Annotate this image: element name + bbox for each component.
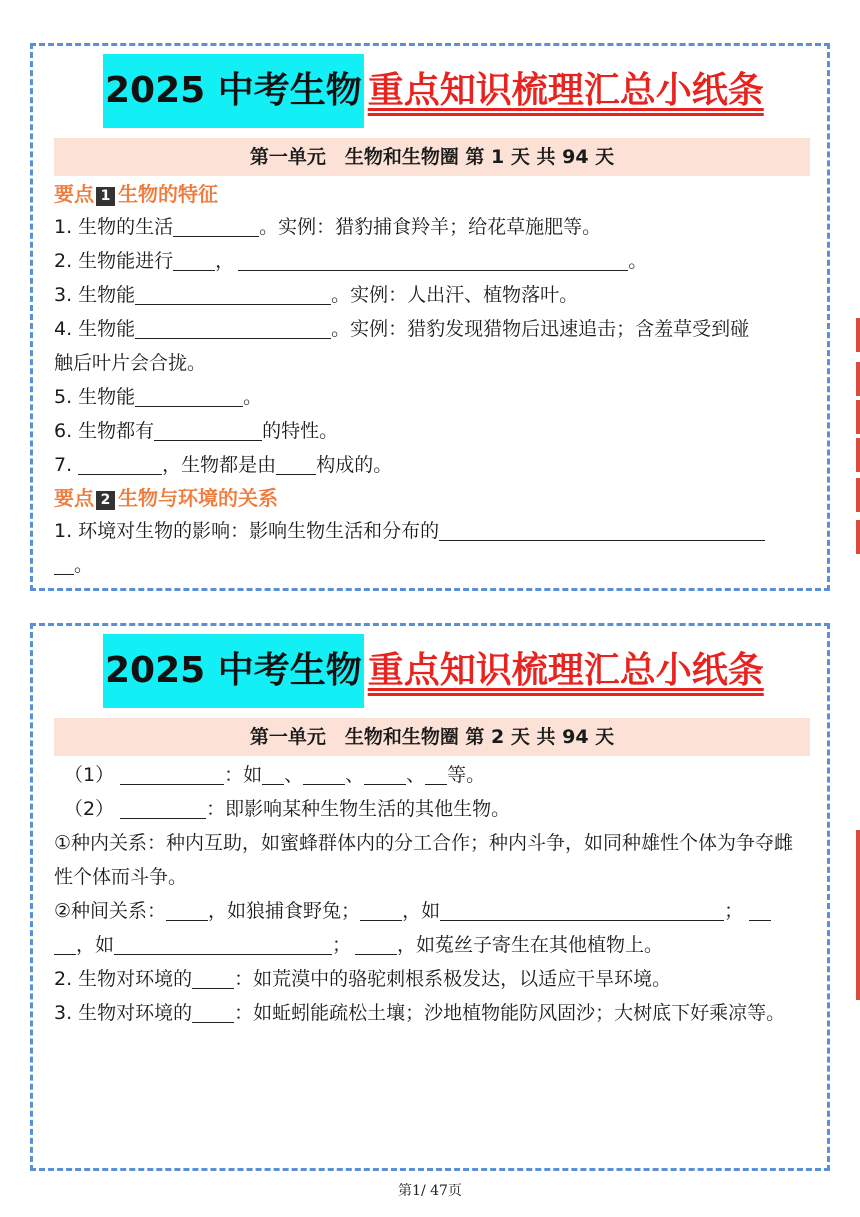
item-text: ； — [332, 934, 352, 956]
fill-blank — [192, 1000, 234, 1023]
item-text: 。实例：人出汗、植物落叶。 — [331, 284, 579, 306]
item-7 — [54, 448, 812, 482]
item-text: （2） — [64, 798, 115, 820]
item-text: （1） — [64, 764, 115, 786]
card-1-content — [54, 178, 812, 582]
item-text: 的特性。 — [262, 420, 339, 442]
item-text: 。实例：猎豹发现猎物后迅速追击；含羞草受到碰 — [331, 318, 750, 340]
keypoint-1-heading — [54, 178, 812, 210]
fill-blank — [439, 518, 765, 541]
fill-blank — [360, 898, 402, 921]
title-part-2: 重点知识梳理汇总小纸条 — [367, 70, 764, 111]
edge-decoration — [856, 830, 860, 1000]
fill-blank — [192, 966, 234, 989]
item-text: 。实例：猎豹捕食羚羊；给花草施肥等。 — [259, 216, 602, 238]
item-text: 。 — [243, 386, 263, 408]
item-text: ，如 — [402, 900, 441, 922]
edge-decoration — [856, 362, 860, 396]
keypoint-prefix: 要点 — [54, 486, 94, 510]
fill-blank — [135, 384, 243, 407]
item-text: 2. 生物对环境的 — [54, 968, 193, 990]
item-text: ，如狼捕食野兔； — [208, 900, 361, 922]
factor-item-1 — [54, 758, 812, 792]
fill-blank — [120, 796, 206, 819]
item-text: 2. 生物能进行 — [54, 250, 174, 272]
item-text: ：如 — [224, 764, 263, 786]
item-text: 5. 生物能 — [54, 386, 136, 408]
fill-blank — [135, 282, 331, 305]
fill-blank — [262, 762, 284, 785]
item-1 — [54, 210, 812, 244]
item-text: 6. 生物都有 — [54, 420, 155, 442]
fill-blank — [173, 214, 259, 237]
item-5 — [54, 380, 812, 414]
relation-item-1 — [54, 514, 812, 548]
page-number: 第1/ 47页 — [398, 1183, 462, 1199]
separator: 、 — [406, 764, 426, 786]
edge-decoration — [856, 478, 860, 512]
item-text: 4. 生物能 — [54, 318, 136, 340]
fill-blank — [54, 552, 74, 575]
fill-blank — [364, 762, 406, 785]
item-3 — [54, 278, 812, 312]
edge-decoration — [856, 318, 860, 352]
card-2-content — [54, 758, 812, 1030]
title-part-1: 2025 中考生物 — [103, 54, 364, 128]
edge-decoration — [856, 520, 860, 554]
fill-blank — [120, 762, 224, 785]
card-title — [103, 634, 764, 708]
interspecific-relation — [54, 894, 812, 928]
item-text: ，如 — [76, 934, 115, 956]
edge-decoration — [856, 400, 860, 434]
item-text: 。 — [74, 554, 94, 576]
fill-blank — [114, 932, 332, 955]
fill-blank — [276, 452, 316, 475]
fill-blank — [154, 418, 262, 441]
item-text: ， — [215, 250, 235, 272]
item-text: ②种间关系： — [54, 900, 167, 922]
item-text: 。 — [628, 250, 648, 272]
interspecific-relation-continued — [54, 928, 812, 962]
fill-blank — [355, 932, 397, 955]
keypoint-title: 生物与环境的关系 — [118, 486, 278, 510]
keypoint-2-heading — [54, 482, 812, 514]
item-text: 等。 — [447, 764, 486, 786]
keypoint-title: 生物的特征 — [118, 182, 218, 206]
item-text: 1. 环境对生物的影响：影响生物生活和分布的 — [54, 520, 440, 542]
note-card-day-2 — [30, 623, 830, 1171]
intraspecific-relation: ①种内关系：种内互助，如蜜蜂群体内的分工合作；种内斗争，如同种雄性个体为争夺雌性个体而斗争。 — [54, 832, 794, 888]
fill-blank — [238, 248, 628, 271]
fill-blank — [440, 898, 724, 921]
fill-blank — [749, 898, 771, 921]
unit-heading: 第一单元 生物和生物圈 第 2 天 共 94 天 — [54, 718, 810, 756]
fill-blank — [166, 898, 208, 921]
separator: 、 — [284, 764, 304, 786]
item-4 — [54, 312, 812, 346]
separator: 、 — [345, 764, 365, 786]
item-text: 1. 生物的生活 — [54, 216, 174, 238]
fill-blank — [54, 932, 76, 955]
item-4-continued: 触后叶片会合拢。 — [54, 352, 207, 374]
fill-blank — [135, 316, 331, 339]
relation-item-1-continued — [54, 548, 812, 582]
item-2 — [54, 244, 812, 278]
item-text: ，如菟丝子寄生在其他植物上。 — [397, 934, 664, 956]
item-text: 3. 生物能 — [54, 284, 136, 306]
title-part-2: 重点知识梳理汇总小纸条 — [367, 650, 764, 691]
title-part-1: 2025 中考生物 — [103, 634, 364, 708]
keypoint-number-badge: 2 — [96, 491, 115, 510]
factor-item-2 — [54, 792, 812, 826]
item-text: ； — [724, 900, 744, 922]
item-text: 7. — [54, 454, 79, 476]
keypoint-number-badge: 1 — [96, 187, 115, 206]
item-text: ，生物都是由 — [162, 454, 277, 476]
edge-decoration — [856, 438, 860, 472]
adaptation-item — [54, 962, 812, 996]
item-text: ：如蚯蚓能疏松土壤；沙地植物能防风固沙；大树底下好乘凉等。 — [234, 1002, 786, 1024]
item-text: ：如荒漠中的骆驼刺根系极发达，以适应干旱环境。 — [234, 968, 672, 990]
note-card-day-1 — [30, 43, 830, 591]
unit-heading: 第一单元 生物和生物圈 第 1 天 共 94 天 — [54, 138, 810, 176]
keypoint-prefix: 要点 — [54, 182, 94, 206]
fill-blank — [78, 452, 162, 475]
item-6 — [54, 414, 812, 448]
item-text: ：即影响某种生物生活的其他生物。 — [206, 798, 511, 820]
card-title — [103, 54, 764, 128]
fill-blank — [173, 248, 215, 271]
influence-item — [54, 996, 812, 1030]
item-text: 3. 生物对环境的 — [54, 1002, 193, 1024]
fill-blank — [303, 762, 345, 785]
fill-blank — [425, 762, 447, 785]
item-text: 构成的。 — [316, 454, 393, 476]
